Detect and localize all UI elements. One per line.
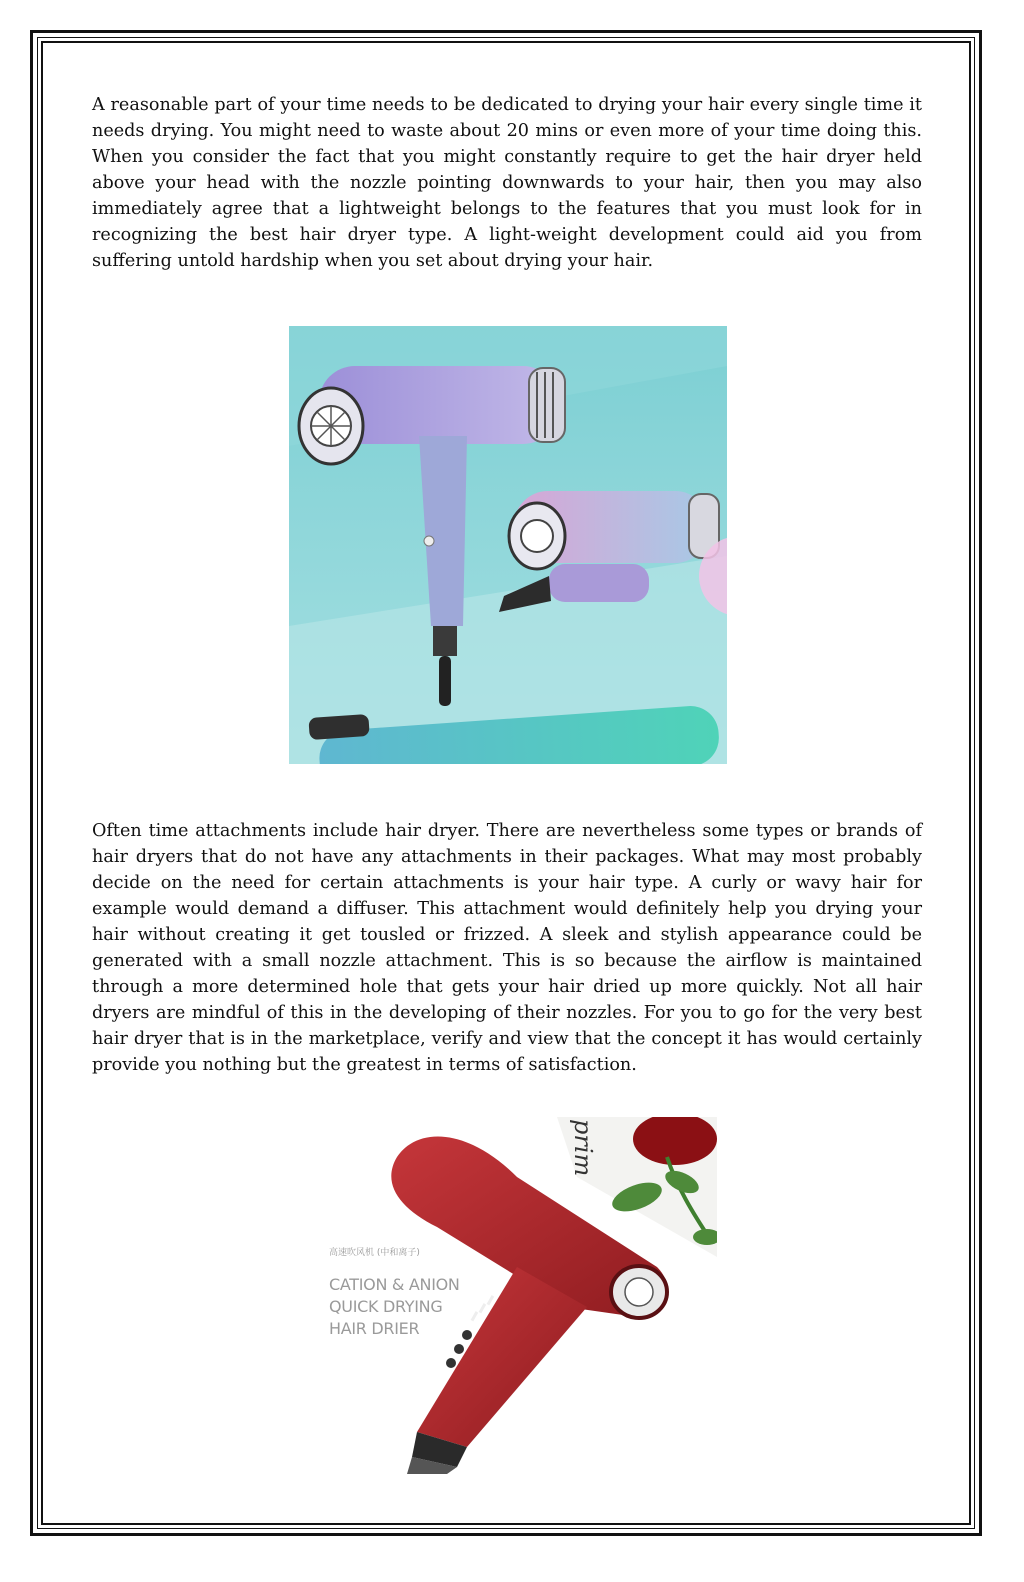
photo-red-hair-dryer: [317, 1117, 717, 1474]
caption-line-2: QUICK DRYING: [329, 1297, 443, 1316]
corner-script-text: prim: [569, 1119, 597, 1177]
caption-line-3: HAIR DRIER: [329, 1319, 420, 1338]
paragraph-lightweight: A reasonable part of your time needs to be dedicated to drying your hair every single time it needs drying. You might need to waste about 20 mins or even more of your time doing this. When you consider the fact that you might constantly require to get the hair dryer held above your head with the nozzle pointing downwards to your hair, then you may also immediately agree that a lightweight belongs to the features that you must look for in recognizing the best hair dryer type. A light-weight development could aid you from suffering untold hardship when you set about drying your hair.: [92, 95, 922, 271]
paragraph-attachments: Often time attachments include hair dryer. There are nevertheless some types or brands of hair dryers that do not have any attachments in their packages. What may most probably decide on the need for certain attachments is your hair type. A curly or wavy hair for example would demand a diffuser. This attachment would definitely help you drying your hair without creating it get tousled or frizzed. A sleek and stylish appearance could be generated with a small nozzle attachment. This is so because the airflow is maintained through a more determined hole that gets your hair dried up more quickly. Not all hair dryers are mindful of this in the developing of their nozzles. For you to go for the very best hair dryer that is in the marketplace, verify and view that the concept it has would certainly provide you nothing but the greatest in terms of satisfaction.: [92, 821, 922, 1075]
photo-pastel-hair-dryers: [289, 326, 727, 764]
caption-chinese: 高速吹风机 (中和离子): [329, 1248, 420, 1258]
caption-line-1: CATION & ANION: [329, 1275, 460, 1294]
